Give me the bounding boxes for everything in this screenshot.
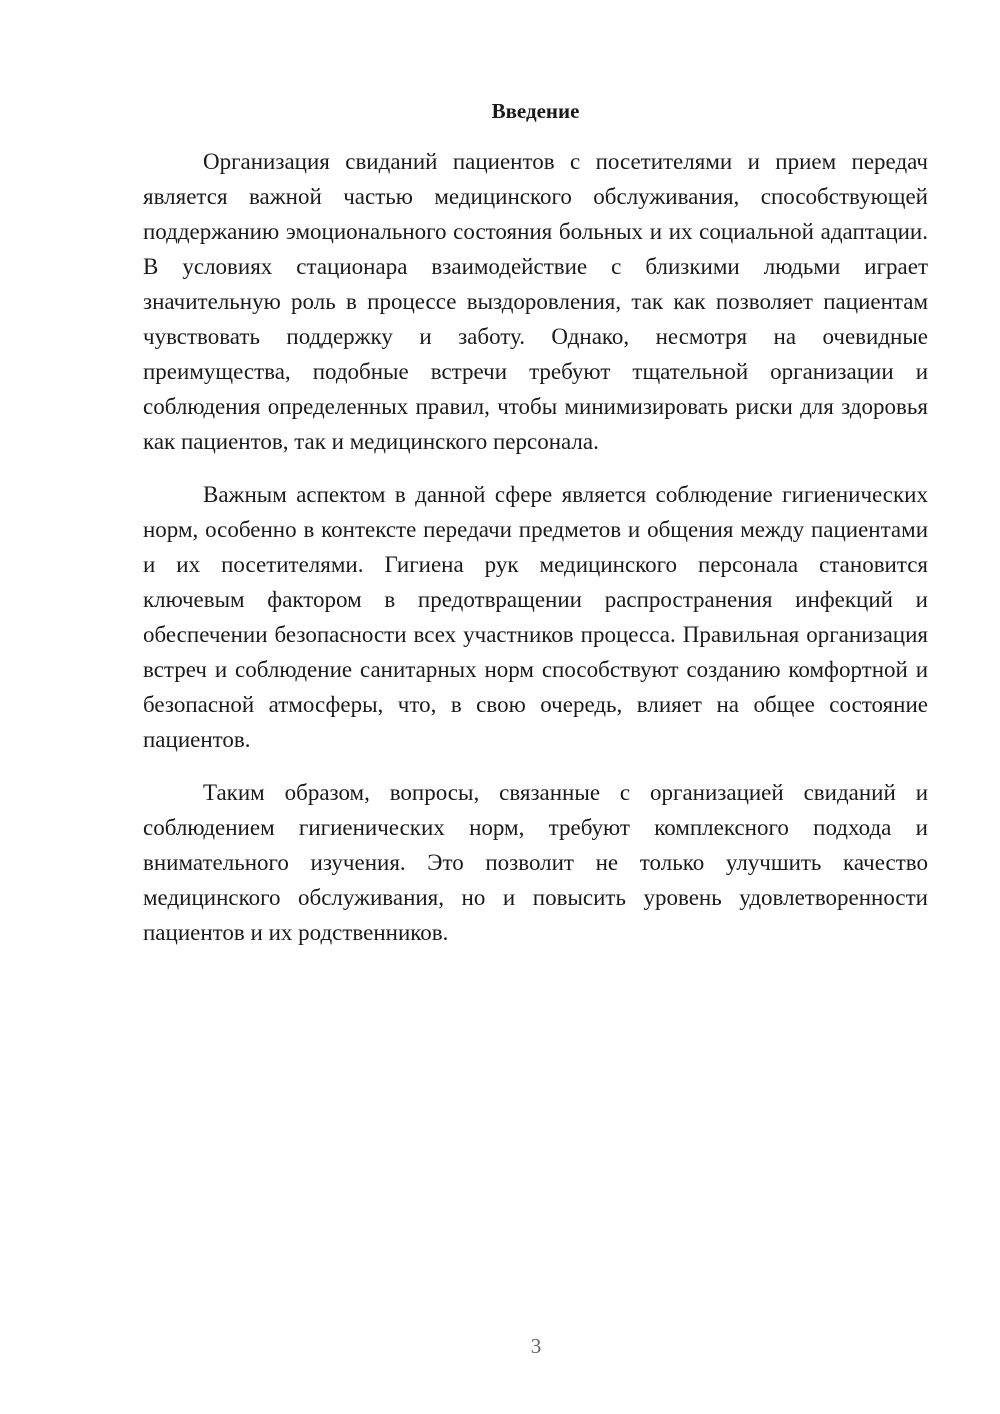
page-number: 3 — [530, 1334, 542, 1358]
page-content — [143, 96, 928, 950]
paragraph-3: Таким образом, вопросы, связанные с организацией свиданий и соблюдением гигиенических норм, требуют комплексного подхода и внимательного изучения. Это позволит не только улучшить качество медицинского обслуживания, но и повысить уровень удовлетворенности пациентов и их родственников. — [143, 780, 928, 945]
section-title: Введение — [491, 99, 580, 123]
paragraph-1: Организация свиданий пациентов с посетителями и прием передач является важной частью медицинского обслуживания, способствующей поддержанию эмоционального состояния больных и их социальной адаптации. В условиях стационара взаимодействие с близкими людьми играет значительную роль в процессе выздоровления, так как позволяет пациентам чувствовать поддержку и заботу. Однако, несмотря на очевидные преимущества, подобные встречи требуют тщательной организации и соблюдения определенных правил, чтобы минимизировать риски для здоровья как пациентов, так и медицинского персонала. — [143, 149, 928, 454]
paragraph-2: Важным аспектом в данной сфере является соблюдение гигиенических норм, особенно в контексте передачи предметов и общения между пациентами и их посетителями. Гигиена рук медицинского персонала становится ключевым фактором в предотвращении распространения инфекций и обеспечении безопасности всех участников процесса. Правильная организация встреч и соблюдение санитарных норм способствуют созданию комфортной и безопасной атмосферы, что, в свою очередь, влияет на общее состояние пациентов. — [143, 482, 928, 752]
